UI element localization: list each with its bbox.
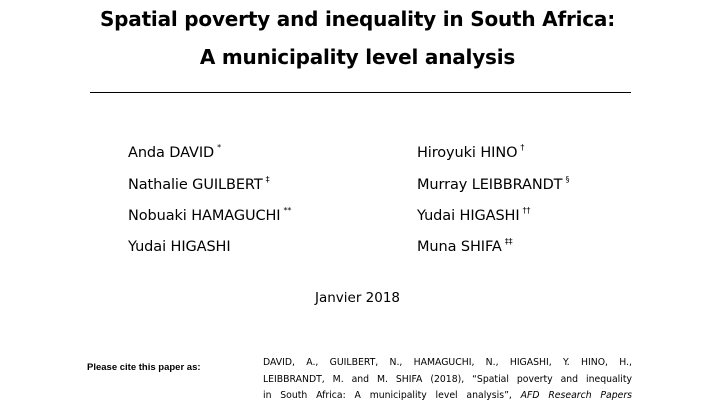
author-footnote-mark: § [565, 175, 570, 184]
author-name: Murray LEIBBRANDT [417, 177, 563, 193]
author-left-3 [128, 201, 291, 226]
author-left-4 [128, 232, 234, 257]
author-footnote-mark: †† [522, 206, 531, 215]
citation-line-1: DAVID, A., GUILBERT, N., HAMAGUCHI, N., HIGASHI, Y. HINO, H., [263, 357, 632, 368]
publication-date: Janvier 2018 [314, 290, 401, 306]
author-footnote-mark: ‡ [265, 175, 270, 184]
citation-line-3-plain: in South Africa: A municipality level analysis”, [263, 390, 512, 401]
author-right-2 [417, 170, 569, 195]
citation-series-name: AFD Research Papers [520, 390, 632, 401]
author-name: Muna SHIFA [417, 239, 502, 255]
author-name: Nobuaki HAMAGUCHI [128, 208, 281, 224]
author-name: Anda DAVID [128, 145, 215, 161]
paper-title-line-1: Spatial poverty and inequality in South Africa: [99, 7, 616, 31]
citation-line-2: LEIBBRANDT, M. and M. SHIFA (2018), “Spatial poverty and inequality [263, 373, 632, 385]
author-footnote-mark: ** [283, 206, 292, 215]
author-name: Yudai HIGASHI [128, 239, 231, 255]
author-right-4 [417, 232, 513, 257]
author-name: Hiroyuki HINO [417, 145, 518, 161]
citation-text [263, 355, 632, 402]
author-left-1 [128, 138, 221, 163]
author-footnote-mark: ‡‡ [504, 237, 513, 246]
title-divider [90, 92, 631, 93]
citation-label: Please cite this paper as: [87, 362, 201, 373]
paper-title-line-2: A municipality level analysis [199, 45, 516, 69]
author-footnote-mark: * [217, 143, 221, 152]
author-footnote-mark: † [520, 143, 525, 152]
author-left-2 [128, 170, 269, 195]
author-name: Nathalie GUILBERT [128, 177, 263, 193]
citation-line-3 [263, 388, 632, 402]
author-right-3 [417, 201, 530, 226]
author-right-1 [417, 138, 524, 163]
author-name: Yudai HIGASHI [417, 208, 520, 224]
